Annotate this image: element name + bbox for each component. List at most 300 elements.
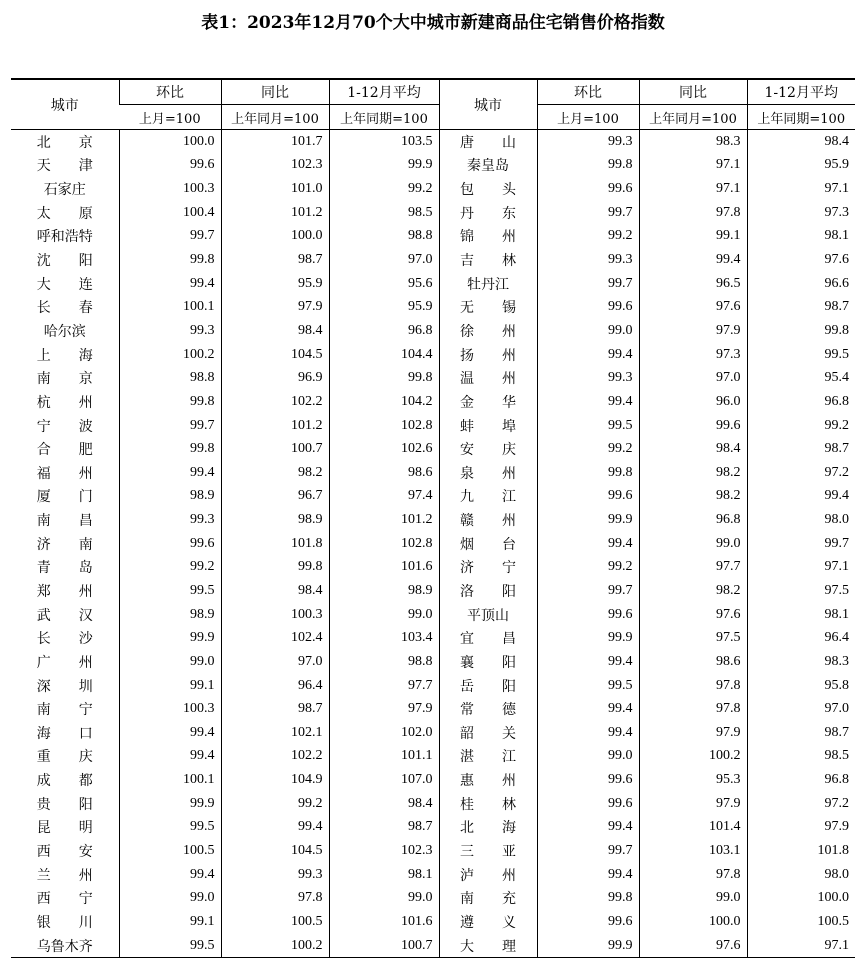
- table-row: [11, 863, 855, 887]
- right-mom-cell: 99.5: [537, 414, 639, 438]
- left-avg-cell: 98.1: [329, 863, 439, 887]
- table-row: [11, 461, 855, 485]
- left-avg-cell: 99.0: [329, 887, 439, 911]
- table-row: [11, 792, 855, 816]
- left-avg-cell: 99.9: [329, 154, 439, 178]
- left-mom-cell: 99.8: [119, 437, 221, 461]
- table-row: [11, 390, 855, 414]
- right-mom-cell: 99.6: [537, 177, 639, 201]
- right-mom-cell: 99.4: [537, 650, 639, 674]
- right-city-cell: 南 充: [439, 887, 537, 911]
- right-city-cell: 无 锡: [439, 295, 537, 319]
- left-city-cell: 郑 州: [36, 583, 93, 600]
- left-city-cell: 南 京: [36, 371, 93, 388]
- left-mom-cell: 100.2: [119, 343, 221, 367]
- right-city-cell: 赣 州: [439, 508, 537, 532]
- left-mom-cell: 99.1: [119, 674, 221, 698]
- right-mom-cell: 99.4: [537, 816, 639, 840]
- left-yoy-cell: 102.4: [221, 626, 329, 650]
- right-avg-cell: 100.0: [747, 887, 855, 911]
- left-mom-cell: 99.5: [119, 934, 221, 958]
- right-city-cell: 扬 州: [439, 343, 537, 367]
- left-avg-cell: 98.5: [329, 201, 439, 225]
- header-yoy-right: 同比: [639, 79, 747, 105]
- price-index-table: [11, 78, 855, 958]
- left-city-cell: 深 圳: [36, 678, 93, 695]
- right-mom-cell: 99.3: [537, 366, 639, 390]
- left-mom-cell: 100.5: [119, 839, 221, 863]
- left-avg-cell: 97.0: [329, 248, 439, 272]
- right-city-cell: 金 华: [439, 390, 537, 414]
- left-yoy-cell: 99.3: [221, 863, 329, 887]
- right-mom-cell: 99.2: [537, 225, 639, 249]
- table-row: [11, 508, 855, 532]
- right-mom-cell: 99.7: [537, 579, 639, 603]
- right-city-cell: 遵 义: [439, 910, 537, 934]
- right-avg-cell: 97.1: [747, 556, 855, 580]
- left-city-cell: 昆 明: [36, 820, 93, 837]
- table-row: [11, 248, 855, 272]
- table-row: [11, 674, 855, 698]
- left-mom-cell: 99.2: [119, 556, 221, 580]
- right-yoy-cell: 99.0: [639, 887, 747, 911]
- right-avg-cell: 101.8: [747, 839, 855, 863]
- right-city-cell: 襄 阳: [439, 650, 537, 674]
- right-avg-cell: 97.3: [747, 201, 855, 225]
- table-row: [11, 934, 855, 958]
- left-avg-cell: 98.8: [329, 650, 439, 674]
- left-yoy-cell: 104.5: [221, 839, 329, 863]
- left-mom-cell: 98.9: [119, 603, 221, 627]
- left-yoy-cell: 101.7: [221, 130, 329, 154]
- left-yoy-cell: 102.2: [221, 390, 329, 414]
- left-avg-cell: 97.9: [329, 697, 439, 721]
- right-avg-cell: 98.0: [747, 863, 855, 887]
- right-city-cell: 秦皇岛: [439, 154, 537, 178]
- left-city-cell: 海 口: [36, 725, 93, 742]
- header-mom-right: 环比: [537, 79, 639, 105]
- left-city-cell: 济 南: [36, 536, 93, 553]
- right-avg-cell: 96.6: [747, 272, 855, 296]
- left-city-cell: 天 津: [36, 158, 93, 175]
- right-yoy-cell: 96.5: [639, 272, 747, 296]
- right-avg-cell: 97.2: [747, 461, 855, 485]
- right-avg-cell: 98.4: [747, 130, 855, 154]
- left-city-cell: 福 州: [36, 465, 93, 482]
- right-yoy-cell: 97.1: [639, 177, 747, 201]
- left-mom-cell: 99.0: [119, 650, 221, 674]
- left-mom-cell: 99.8: [119, 390, 221, 414]
- right-city-cell: 包 头: [439, 177, 537, 201]
- left-city-cell: 石家庄: [43, 182, 86, 199]
- right-yoy-cell: 98.2: [639, 579, 747, 603]
- right-avg-cell: 98.0: [747, 508, 855, 532]
- left-city-cell: 武 汉: [36, 607, 93, 624]
- left-city-cell: 呼和浩特: [36, 229, 93, 246]
- right-avg-cell: 98.3: [747, 650, 855, 674]
- right-avg-cell: 98.7: [747, 721, 855, 745]
- right-yoy-cell: 99.1: [639, 225, 747, 249]
- header-row-main: [11, 79, 855, 105]
- left-city-cell: 厦 门: [36, 489, 93, 506]
- right-mom-cell: 99.6: [537, 485, 639, 509]
- right-city-cell: 蚌 埠: [439, 414, 537, 438]
- left-yoy-cell: 96.9: [221, 366, 329, 390]
- left-yoy-cell: 98.7: [221, 248, 329, 272]
- right-yoy-cell: 97.9: [639, 319, 747, 343]
- table-row: [11, 437, 855, 461]
- left-city-cell: 西 宁: [36, 891, 93, 908]
- header-yoy-base-right: 上年同月=100: [639, 105, 747, 130]
- left-yoy-cell: 95.9: [221, 272, 329, 296]
- right-mom-cell: 99.9: [537, 508, 639, 532]
- right-yoy-cell: 97.0: [639, 366, 747, 390]
- left-yoy-cell: 100.3: [221, 603, 329, 627]
- right-mom-cell: 99.4: [537, 343, 639, 367]
- right-avg-cell: 96.8: [747, 390, 855, 414]
- left-avg-cell: 104.2: [329, 390, 439, 414]
- left-city-cell: 贵 阳: [36, 796, 93, 813]
- left-avg-cell: 102.8: [329, 414, 439, 438]
- left-city-cell: 青 岛: [36, 560, 93, 577]
- left-avg-cell: 98.4: [329, 792, 439, 816]
- header-avg-left: 1-12月平均: [329, 79, 439, 105]
- left-city-cell: 大 连: [36, 276, 93, 293]
- table-row: [11, 745, 855, 769]
- left-mom-cell: 99.0: [119, 887, 221, 911]
- right-yoy-cell: 100.2: [639, 745, 747, 769]
- table-row: [11, 225, 855, 249]
- table-row: [11, 154, 855, 178]
- table-row: [11, 414, 855, 438]
- right-avg-cell: 95.9: [747, 154, 855, 178]
- right-mom-cell: 99.4: [537, 863, 639, 887]
- left-yoy-cell: 98.9: [221, 508, 329, 532]
- left-city-cell: 成 都: [36, 773, 93, 790]
- right-mom-cell: 99.8: [537, 461, 639, 485]
- left-avg-cell: 98.8: [329, 225, 439, 249]
- right-mom-cell: 99.8: [537, 154, 639, 178]
- right-city-cell: 九 江: [439, 485, 537, 509]
- right-avg-cell: 97.9: [747, 816, 855, 840]
- right-avg-cell: 97.0: [747, 697, 855, 721]
- right-avg-cell: 98.1: [747, 603, 855, 627]
- right-city-cell: 吉 林: [439, 248, 537, 272]
- right-yoy-cell: 98.6: [639, 650, 747, 674]
- right-city-cell: 泸 州: [439, 863, 537, 887]
- left-city-cell: 长 春: [36, 300, 93, 317]
- table-row: [11, 201, 855, 225]
- right-yoy-cell: 98.2: [639, 485, 747, 509]
- right-yoy-cell: 97.5: [639, 626, 747, 650]
- right-yoy-cell: 97.9: [639, 721, 747, 745]
- right-mom-cell: 99.0: [537, 745, 639, 769]
- left-mom-cell: 99.4: [119, 721, 221, 745]
- header-mom-base-right: 上月=100: [537, 105, 639, 130]
- right-yoy-cell: 95.3: [639, 768, 747, 792]
- left-avg-cell: 101.6: [329, 910, 439, 934]
- right-city-cell: 济 宁: [439, 556, 537, 580]
- left-yoy-cell: 101.2: [221, 201, 329, 225]
- right-avg-cell: 99.5: [747, 343, 855, 367]
- left-yoy-cell: 98.4: [221, 579, 329, 603]
- left-mom-cell: 99.4: [119, 461, 221, 485]
- right-mom-cell: 99.6: [537, 295, 639, 319]
- header-avg-right: 1-12月平均: [747, 79, 855, 105]
- left-yoy-cell: 102.3: [221, 154, 329, 178]
- left-mom-cell: 99.9: [119, 792, 221, 816]
- right-yoy-cell: 98.4: [639, 437, 747, 461]
- left-city-cell: 重 庆: [36, 749, 93, 766]
- right-mom-cell: 99.6: [537, 910, 639, 934]
- left-mom-cell: 100.1: [119, 295, 221, 319]
- right-mom-cell: 99.3: [537, 248, 639, 272]
- left-yoy-cell: 102.2: [221, 745, 329, 769]
- left-yoy-cell: 98.7: [221, 697, 329, 721]
- right-yoy-cell: 98.2: [639, 461, 747, 485]
- right-avg-cell: 97.2: [747, 792, 855, 816]
- right-mom-cell: 99.9: [537, 934, 639, 958]
- table-row: [11, 910, 855, 934]
- left-avg-cell: 100.7: [329, 934, 439, 958]
- right-avg-cell: 99.2: [747, 414, 855, 438]
- right-city-cell: 平顶山: [439, 603, 537, 627]
- table-row: [11, 816, 855, 840]
- right-avg-cell: 96.4: [747, 626, 855, 650]
- right-mom-cell: 99.4: [537, 697, 639, 721]
- right-yoy-cell: 96.0: [639, 390, 747, 414]
- right-avg-cell: 98.1: [747, 225, 855, 249]
- right-yoy-cell: 99.4: [639, 248, 747, 272]
- right-mom-cell: 99.5: [537, 674, 639, 698]
- left-city-cell: 哈尔滨: [43, 323, 86, 340]
- table-row: [11, 887, 855, 911]
- left-mom-cell: 100.1: [119, 768, 221, 792]
- left-mom-cell: 99.6: [119, 154, 221, 178]
- right-avg-cell: 96.8: [747, 768, 855, 792]
- right-mom-cell: 99.2: [537, 437, 639, 461]
- left-mom-cell: 99.4: [119, 745, 221, 769]
- right-city-cell: 常 德: [439, 697, 537, 721]
- left-mom-cell: 98.9: [119, 485, 221, 509]
- left-yoy-cell: 99.4: [221, 816, 329, 840]
- left-city-cell: 西 安: [36, 844, 93, 861]
- table-row: [11, 579, 855, 603]
- right-yoy-cell: 97.3: [639, 343, 747, 367]
- left-city-cell: 广 州: [36, 654, 93, 671]
- left-mom-cell: 99.4: [119, 863, 221, 887]
- table-row: [11, 839, 855, 863]
- right-mom-cell: 99.6: [537, 603, 639, 627]
- table-row: [11, 485, 855, 509]
- left-city-cell: 上 海: [36, 347, 93, 364]
- right-city-cell: 徐 州: [439, 319, 537, 343]
- right-city-cell: 岳 阳: [439, 674, 537, 698]
- right-avg-cell: 99.4: [747, 485, 855, 509]
- left-avg-cell: 99.0: [329, 603, 439, 627]
- left-avg-cell: 102.8: [329, 532, 439, 556]
- left-avg-cell: 99.2: [329, 177, 439, 201]
- left-yoy-cell: 98.4: [221, 319, 329, 343]
- left-yoy-cell: 100.7: [221, 437, 329, 461]
- left-avg-cell: 102.6: [329, 437, 439, 461]
- left-avg-cell: 101.6: [329, 556, 439, 580]
- right-mom-cell: 99.9: [537, 626, 639, 650]
- left-yoy-cell: 99.8: [221, 556, 329, 580]
- right-avg-cell: 98.7: [747, 437, 855, 461]
- left-city-cell: 太 原: [36, 205, 93, 222]
- right-yoy-cell: 97.6: [639, 295, 747, 319]
- right-city-cell: 湛 江: [439, 745, 537, 769]
- left-yoy-cell: 98.2: [221, 461, 329, 485]
- right-city-cell: 洛 阳: [439, 579, 537, 603]
- header-row-base: [11, 105, 855, 130]
- left-mom-cell: 100.3: [119, 697, 221, 721]
- left-yoy-cell: 100.5: [221, 910, 329, 934]
- right-mom-cell: 99.8: [537, 887, 639, 911]
- left-avg-cell: 98.9: [329, 579, 439, 603]
- left-mom-cell: 99.3: [119, 319, 221, 343]
- right-city-cell: 泉 州: [439, 461, 537, 485]
- header-city-right: 城市: [439, 79, 537, 130]
- right-city-cell: 宜 昌: [439, 626, 537, 650]
- left-avg-cell: 98.6: [329, 461, 439, 485]
- right-yoy-cell: 101.4: [639, 816, 747, 840]
- left-avg-cell: 98.7: [329, 816, 439, 840]
- left-city-cell: 宁 波: [36, 418, 93, 435]
- right-city-cell: 惠 州: [439, 768, 537, 792]
- left-mom-cell: 99.7: [119, 414, 221, 438]
- right-mom-cell: 99.4: [537, 721, 639, 745]
- right-yoy-cell: 99.6: [639, 414, 747, 438]
- right-mom-cell: 99.4: [537, 532, 639, 556]
- table-row: [11, 626, 855, 650]
- right-yoy-cell: 97.8: [639, 674, 747, 698]
- right-yoy-cell: 97.7: [639, 556, 747, 580]
- right-avg-cell: 95.4: [747, 366, 855, 390]
- right-yoy-cell: 98.3: [639, 130, 747, 154]
- left-mom-cell: 100.0: [119, 130, 221, 154]
- left-mom-cell: 99.5: [119, 579, 221, 603]
- table-body: [11, 130, 855, 958]
- left-avg-cell: 96.8: [329, 319, 439, 343]
- left-mom-cell: 99.8: [119, 248, 221, 272]
- header-avg-base-left: 上年同期=100: [329, 105, 439, 130]
- right-mom-cell: 99.7: [537, 272, 639, 296]
- table-row: [11, 130, 855, 154]
- left-city-cell: 南 昌: [36, 513, 93, 530]
- left-avg-cell: 101.2: [329, 508, 439, 532]
- left-yoy-cell: 104.5: [221, 343, 329, 367]
- right-avg-cell: 97.1: [747, 177, 855, 201]
- left-mom-cell: 98.8: [119, 366, 221, 390]
- left-mom-cell: 99.5: [119, 816, 221, 840]
- right-yoy-cell: 96.8: [639, 508, 747, 532]
- right-city-cell: 丹 东: [439, 201, 537, 225]
- left-city-cell: 南 宁: [36, 702, 93, 719]
- right-mom-cell: 99.7: [537, 839, 639, 863]
- table-row: [11, 177, 855, 201]
- table-row: [11, 556, 855, 580]
- left-city-cell: 北 京: [36, 134, 93, 151]
- table-row: [11, 343, 855, 367]
- right-avg-cell: 97.6: [747, 248, 855, 272]
- right-city-cell: 桂 林: [439, 792, 537, 816]
- left-avg-cell: 103.5: [329, 130, 439, 154]
- table-row: [11, 295, 855, 319]
- right-city-cell: 唐 山: [439, 130, 537, 154]
- table-row: [11, 697, 855, 721]
- left-city-cell: 合 肥: [36, 442, 93, 459]
- right-mom-cell: 99.6: [537, 768, 639, 792]
- left-yoy-cell: 96.4: [221, 674, 329, 698]
- left-yoy-cell: 101.8: [221, 532, 329, 556]
- right-mom-cell: 99.6: [537, 792, 639, 816]
- right-avg-cell: 97.1: [747, 934, 855, 958]
- left-avg-cell: 97.7: [329, 674, 439, 698]
- left-city-cell: 银 川: [36, 914, 93, 931]
- left-mom-cell: 100.4: [119, 201, 221, 225]
- header-yoy-left: 同比: [221, 79, 329, 105]
- right-city-cell: 安 庆: [439, 437, 537, 461]
- left-yoy-cell: 97.8: [221, 887, 329, 911]
- left-avg-cell: 101.1: [329, 745, 439, 769]
- right-avg-cell: 99.7: [747, 532, 855, 556]
- right-city-cell: 锦 州: [439, 225, 537, 249]
- table-row: [11, 721, 855, 745]
- table-row: [11, 366, 855, 390]
- table-row: [11, 319, 855, 343]
- left-mom-cell: 99.6: [119, 532, 221, 556]
- left-yoy-cell: 96.7: [221, 485, 329, 509]
- right-mom-cell: 99.4: [537, 390, 639, 414]
- right-city-cell: 韶 关: [439, 721, 537, 745]
- left-mom-cell: 99.9: [119, 626, 221, 650]
- right-yoy-cell: 97.6: [639, 934, 747, 958]
- left-city-cell: 杭 州: [36, 394, 93, 411]
- right-avg-cell: 98.5: [747, 745, 855, 769]
- left-avg-cell: 103.4: [329, 626, 439, 650]
- table-row: [11, 603, 855, 627]
- right-avg-cell: 100.5: [747, 910, 855, 934]
- left-mom-cell: 99.1: [119, 910, 221, 934]
- right-yoy-cell: 100.0: [639, 910, 747, 934]
- right-city-cell: 烟 台: [439, 532, 537, 556]
- left-avg-cell: 97.4: [329, 485, 439, 509]
- right-avg-cell: 99.8: [747, 319, 855, 343]
- right-mom-cell: 99.7: [537, 201, 639, 225]
- right-mom-cell: 99.3: [537, 130, 639, 154]
- left-yoy-cell: 101.2: [221, 414, 329, 438]
- right-city-cell: 大 理: [439, 934, 537, 958]
- right-avg-cell: 98.7: [747, 295, 855, 319]
- left-yoy-cell: 100.0: [221, 225, 329, 249]
- right-city-cell: 三 亚: [439, 839, 537, 863]
- right-yoy-cell: 99.0: [639, 532, 747, 556]
- left-avg-cell: 107.0: [329, 768, 439, 792]
- right-avg-cell: 97.5: [747, 579, 855, 603]
- left-mom-cell: 99.7: [119, 225, 221, 249]
- left-yoy-cell: 97.9: [221, 295, 329, 319]
- left-yoy-cell: 102.1: [221, 721, 329, 745]
- left-yoy-cell: 99.2: [221, 792, 329, 816]
- left-avg-cell: 99.8: [329, 366, 439, 390]
- table-row: [11, 768, 855, 792]
- header-avg-base-right: 上年同期=100: [747, 105, 855, 130]
- left-yoy-cell: 100.2: [221, 934, 329, 958]
- right-yoy-cell: 97.8: [639, 201, 747, 225]
- left-city-cell: 长 沙: [36, 631, 93, 648]
